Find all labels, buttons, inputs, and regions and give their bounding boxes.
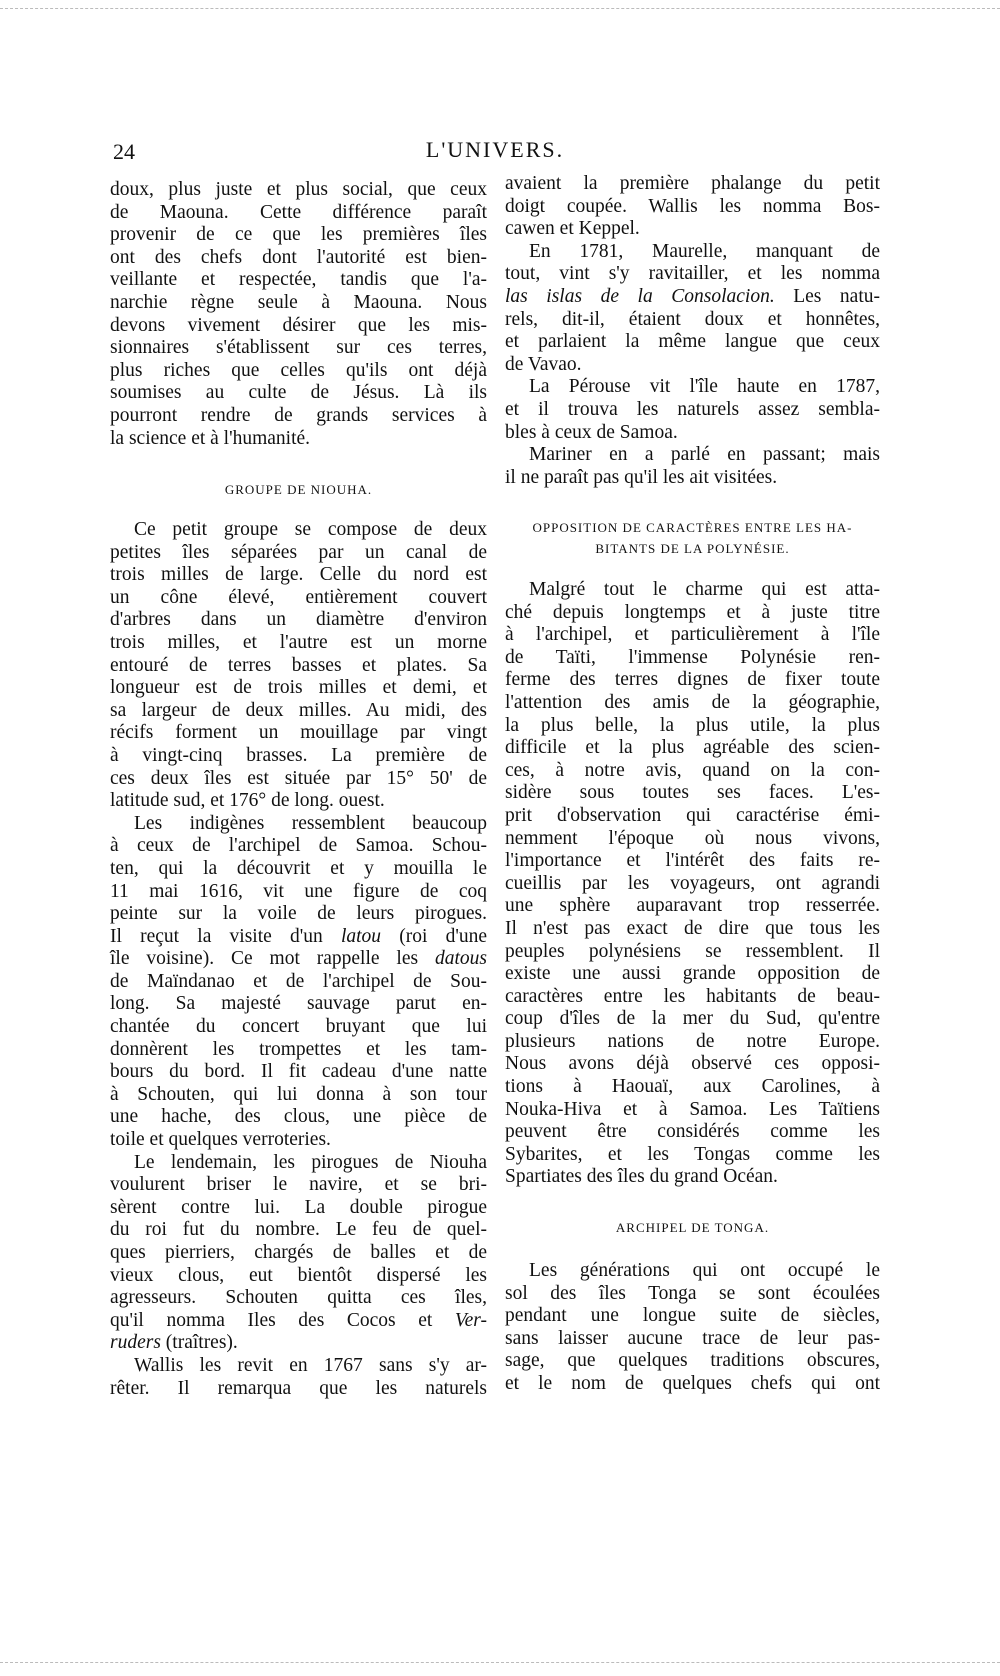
text-line: pourront rendre de grands services à	[110, 404, 487, 426]
text-line: difficile et la plus agréable des scien-	[505, 737, 880, 759]
text-line: ces, à notre avis, quand on la con-	[505, 759, 880, 781]
text-line: cawen et Keppel.	[505, 218, 640, 240]
text-line: et il trouva les naturels assez sembla-	[505, 398, 880, 420]
text-line: et parlaient la même langue que ceux	[505, 331, 880, 353]
text-line	[505, 286, 880, 309]
text-line: Mariner en a parlé en passant; mais	[529, 444, 880, 466]
text-line: soumises au culte de Jésus. Là ils	[110, 382, 487, 404]
text-line: tout, vint s'y ravitailler, et les nomma	[505, 263, 880, 285]
text-line: latitude sud, et 176° de long. ouest.	[110, 790, 385, 812]
text-line: bours du bord. Il fit cadeau d'une natte	[110, 1061, 487, 1083]
text-line: peuples polynésiens se ressemblent. Il	[505, 940, 880, 962]
text-line: doux, plus juste et plus social, que ceux	[110, 179, 487, 200]
text-line: tions à Haouaï, aux Carolines, à	[505, 1076, 880, 1098]
text-line: trois milles, et l'autre est un morne	[110, 631, 487, 653]
text-line: sèrent contre lui. La double pirogue	[110, 1196, 487, 1218]
text-line: ces deux îles est située par 15° 50' de	[110, 767, 487, 789]
text-line: trois milles de large. Celle du nord est	[110, 564, 487, 586]
section-heading-groupe-de-niouha: GROUPE DE NIOUHA.	[224, 482, 373, 497]
text-line: bles à ceux de Samoa.	[505, 421, 678, 443]
italic-text: ruders	[110, 1332, 161, 1354]
text-line: voulurent briser le navire, et se bri-	[110, 1174, 487, 1196]
text-line: Nouka-Hiva et à Samoa. Les Taïtiens	[505, 1098, 880, 1120]
text-line: à ceux de l'archipel de Samoa. Schou-	[110, 835, 487, 857]
text-line: prit d'observation qui caractérise émi-	[505, 804, 880, 826]
text-line	[110, 1332, 487, 1355]
text-line: à Schouten, qui lui donna à son tour	[110, 1083, 487, 1105]
text-line: à l'archipel, et particulièrement à l'île	[505, 624, 880, 646]
text-line: ten, qui la découvrit et y mouilla le	[110, 857, 487, 879]
scan-edge-top	[0, 8, 1000, 9]
text-line: l'attention des amis de la géographie,	[505, 691, 880, 713]
text-line: Il n'est pas exact de dire que tous les	[505, 917, 880, 939]
text-segment: qu'il nomma Iles des Cocos et	[110, 1309, 455, 1331]
text-segment: (roi d'une	[381, 925, 487, 947]
text-line: une hache, des clous, une pièce de	[110, 1106, 487, 1128]
section-heading-archipel-de-tonga: ARCHIPEL DE TONGA.	[615, 1220, 770, 1235]
right-text-block-3	[505, 1260, 880, 1396]
text-line: Malgré tout le charme qui est atta-	[529, 579, 880, 600]
text-line	[110, 926, 487, 949]
text-line	[110, 948, 487, 971]
text-line: coup d'îles de la mer du Sud, qu'entre	[505, 1008, 880, 1030]
right-text-block-2	[505, 579, 880, 1189]
text-line: plus riches que celles qu'ils ont déjà	[110, 359, 487, 381]
text-line: Ce petit groupe se compose de deux	[134, 519, 487, 540]
text-line: plusieurs nations de notre Europe.	[505, 1030, 880, 1052]
italic-text: Ver-	[454, 1309, 487, 1331]
text-line: nemment l'époque où nous vivons,	[505, 827, 880, 849]
text-line: Le lendemain, les pirogues de Niouha	[134, 1151, 487, 1173]
text-line: existe une aussi grande opposition de	[505, 963, 880, 985]
section-heading-opposition	[505, 517, 880, 559]
text-line: ont des chefs dont l'autorité est bien-	[110, 246, 487, 268]
text-line: la plus belle, la plus utile, la plus	[505, 714, 880, 736]
text-line: rêter. Il remarqua que les naturels	[110, 1377, 487, 1399]
text-line: sans laisser aucune trace de leur pas-	[505, 1327, 880, 1349]
text-line: 11 mai 1616, vit une figure de coq	[110, 880, 487, 902]
text-line: sionnaires s'établissent sur ces terres,	[110, 337, 487, 359]
text-line: agresseurs. Schouten quitta ces îles,	[110, 1287, 487, 1309]
scan-edge-bottom	[0, 1662, 1000, 1663]
text-line: Les générations qui ont occupé le	[529, 1260, 880, 1281]
text-line: narchie règne seule à Maouna. Nous	[110, 291, 487, 313]
text-line: de Maouna. Cette différence paraît	[110, 201, 487, 223]
text-line: ferme des terres dignes de fixer toute	[505, 669, 880, 691]
left-text-block-1	[110, 179, 487, 450]
page-number: 24	[113, 139, 135, 164]
text-line: chantée du concert bruyant que lui	[110, 1016, 487, 1038]
text-line: il ne paraît pas qu'il les ait visitées.	[505, 466, 778, 488]
text-line: Les indigènes ressemblent beaucoup	[134, 812, 487, 834]
text-line: rels, dit-il, étaient doux et honnêtes,	[505, 308, 880, 330]
text-segment: Les natu-	[774, 285, 880, 307]
text-line: du roi fut du nombre. Le feu de quel-	[110, 1219, 487, 1241]
text-line: Nous avons déjà observé ces opposi-	[505, 1053, 880, 1075]
text-line: longueur est de trois milles et demi, et	[110, 677, 487, 699]
text-line: d'arbres dans un diamètre d'environ	[110, 609, 487, 631]
text-line: donnèrent les trompettes et les tam-	[110, 1038, 487, 1060]
italic-text: las islas de la Consolacion.	[505, 285, 775, 307]
text-line: La Pérouse vit l'île haute en 1787,	[529, 376, 880, 398]
heading-line: OPPOSITION DE CARACTÈRES ENTRE LES HA-	[532, 520, 853, 535]
text-line: peinte sur la voile de leurs pirogues.	[110, 903, 487, 925]
running-title: L'UNIVERS.	[425, 137, 565, 162]
text-line: sidère sous toutes ses faces. L'es-	[505, 782, 880, 804]
text-line: En 1781, Maurelle, manquant de	[529, 240, 880, 262]
text-line: de Taïti, l'immense Polynésie ren-	[505, 646, 880, 668]
text-line: entouré de terres basses et plates. Sa	[110, 654, 487, 676]
text-line: et le nom de quelques chefs qui ont	[505, 1372, 880, 1394]
text-segment: Il reçut la visite d'un	[110, 925, 341, 947]
heading-line: BITANTS DE LA POLYNÉSIE.	[595, 541, 790, 556]
text-line: sol des îles Tonga se sont écoulées	[505, 1282, 880, 1304]
text-line: une sphère auparavant trop resserrée.	[505, 895, 880, 917]
text-line: Sybarites, et les Tongas comme les	[505, 1143, 880, 1165]
text-line: toile et quelques verroteries.	[110, 1129, 331, 1151]
text-segment: île voisine). Ce mot rappelle les	[110, 948, 435, 970]
left-text-block-2	[110, 519, 487, 1400]
text-line: Wallis les revit en 1767 sans s'y ar-	[134, 1354, 487, 1376]
text-line: récifs forment un mouillage par vingt	[110, 722, 487, 744]
text-line: un cône élevé, entièrement couvert	[110, 586, 487, 608]
text-line: long. Sa majesté sauvage parut en-	[110, 993, 487, 1015]
text-line: à vingt-cinq brasses. La première de	[110, 744, 487, 766]
text-line: pendant une longue suite de siècles,	[505, 1305, 880, 1327]
text-line: cueillis par les voyageurs, ont agrandi	[505, 872, 880, 894]
text-segment: (traîtres).	[160, 1332, 238, 1354]
text-line	[110, 1310, 487, 1333]
text-line: de Maïndanao et de l'archipel de Sou-	[110, 970, 487, 992]
right-text-block-1	[505, 173, 880, 489]
text-line: la science et à l'humanité.	[110, 427, 311, 449]
text-line: veillante et respectée, tandis que l'a-	[110, 269, 487, 291]
text-line: caractères entre les habitants de beau-	[505, 985, 880, 1007]
text-line: peuvent être considérés comme les	[505, 1121, 880, 1143]
text-line: petites îles séparées par un canal de	[110, 541, 487, 563]
text-line: Spartiates des îles du grand Océan.	[505, 1166, 778, 1188]
text-line: l'importance et l'intérêt des faits re-	[505, 850, 880, 872]
text-line: provenir de ce que les premières îles	[110, 224, 487, 246]
text-line: doigt coupée. Wallis les nomma Bos-	[505, 195, 880, 217]
italic-text: datous	[434, 948, 487, 970]
text-line: sage, que quelques traditions obscures,	[505, 1350, 880, 1372]
italic-text: latou	[340, 925, 382, 947]
text-line: devons vivement désirer que les mis-	[110, 314, 487, 336]
text-line: avaient la première phalange du petit	[505, 173, 880, 194]
text-line: vieux clous, eut bientôt dispersé les	[110, 1264, 487, 1286]
text-line: sa largeur de deux milles. Au midi, des	[110, 699, 487, 721]
text-line: ques pierriers, chargés de balles et de	[110, 1242, 487, 1263]
text-line: de Vavao.	[505, 353, 582, 375]
text-line: ché depuis longtemps et à juste titre	[505, 601, 880, 623]
